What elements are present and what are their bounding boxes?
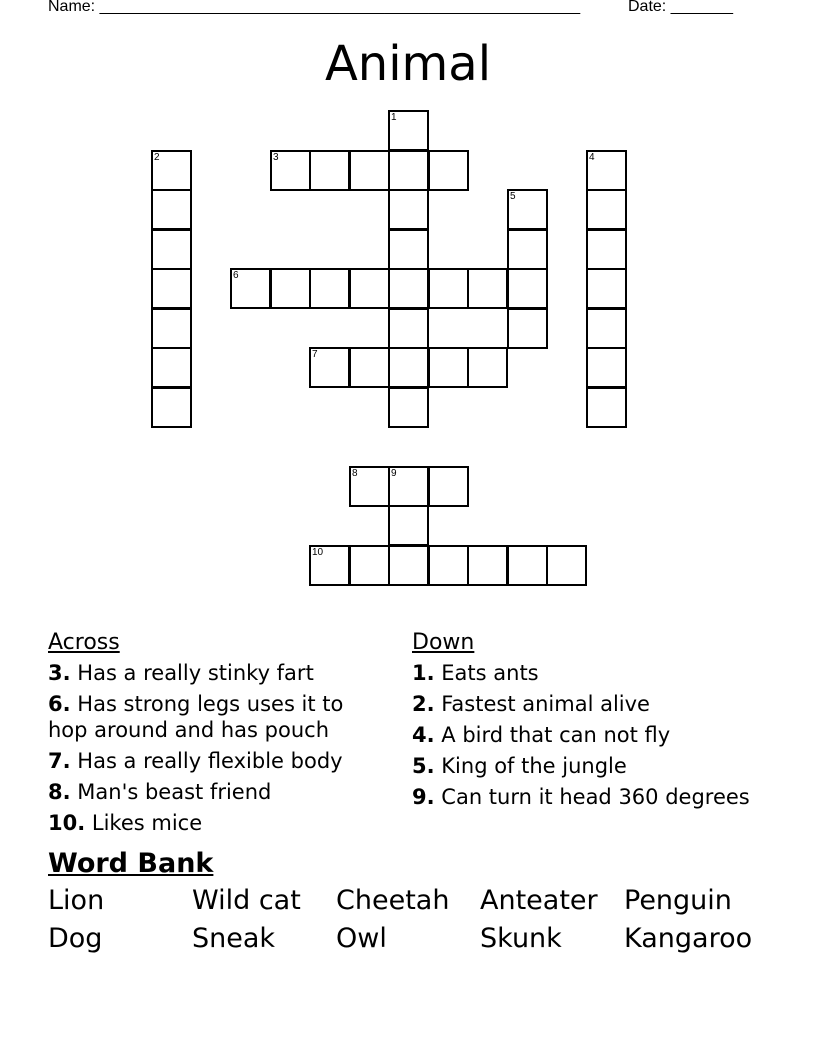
clue-number: 1. — [412, 661, 435, 685]
grid-cell[interactable] — [467, 545, 508, 586]
clue-text: Can turn it head 360 degrees — [441, 785, 750, 809]
grid-cell[interactable] — [270, 150, 311, 191]
word-bank-item: Cheetah — [336, 885, 450, 916]
grid-cell[interactable] — [309, 268, 350, 309]
word-bank-item: Kangaroo — [624, 923, 753, 954]
grid-cell[interactable] — [349, 466, 390, 507]
down-heading: Down — [412, 630, 475, 655]
cell-number: 5 — [510, 191, 516, 202]
across-clue — [48, 779, 388, 805]
grid-cell[interactable] — [388, 110, 429, 151]
across-clue — [48, 691, 388, 743]
grid-cell[interactable] — [586, 387, 627, 428]
grid-cell[interactable] — [349, 268, 390, 309]
grid-cell[interactable] — [428, 466, 469, 507]
grid-cell[interactable] — [428, 545, 469, 586]
clue-number: 10. — [48, 811, 86, 835]
grid-cell[interactable] — [151, 189, 192, 230]
grid-cell[interactable] — [309, 150, 350, 191]
clue-number: 8. — [48, 780, 71, 804]
across-heading: Across — [48, 630, 120, 655]
grid-cell[interactable] — [151, 229, 192, 270]
grid-cell[interactable] — [586, 150, 627, 191]
grid-cell[interactable] — [388, 466, 429, 507]
clue-text: Has a really flexible body — [77, 749, 343, 773]
across-clues — [48, 626, 388, 841]
clue-number: 9. — [412, 785, 435, 809]
grid-cell[interactable] — [546, 545, 587, 586]
down-clues — [412, 626, 752, 815]
page-title: Animal — [324, 36, 492, 92]
cell-number: 3 — [273, 152, 279, 163]
date-field[interactable]: Date: _______ — [628, 0, 733, 15]
grid-cell[interactable] — [230, 268, 271, 309]
grid-cell[interactable] — [507, 308, 548, 349]
word-bank-item: Dog — [48, 923, 103, 954]
word-bank-item: Lion — [48, 885, 105, 916]
grid-cell[interactable] — [151, 268, 192, 309]
down-clue — [412, 691, 752, 717]
grid-cell[interactable] — [507, 268, 548, 309]
grid-cell[interactable] — [507, 189, 548, 230]
cell-number: 2 — [154, 152, 160, 163]
cell-number: 10 — [312, 547, 324, 558]
word-bank — [48, 882, 768, 958]
cell-number: 7 — [312, 349, 318, 360]
grid-cell[interactable] — [388, 229, 429, 270]
clue-number: 3. — [48, 661, 71, 685]
header — [48, 0, 768, 16]
clue-number: 2. — [412, 692, 435, 716]
grid-cell[interactable] — [151, 308, 192, 349]
grid-cell[interactable] — [349, 347, 390, 388]
grid-cell[interactable] — [586, 229, 627, 270]
clue-number: 5. — [412, 754, 435, 778]
grid-cell[interactable] — [151, 347, 192, 388]
clue-text: Fastest animal alive — [441, 692, 650, 716]
across-clue — [48, 660, 388, 686]
across-clue — [48, 748, 388, 774]
down-clue — [412, 784, 752, 810]
clue-text: Likes mice — [91, 811, 203, 835]
word-bank-item: Owl — [336, 923, 387, 954]
word-bank-row — [48, 882, 768, 920]
grid-cell[interactable] — [151, 150, 192, 191]
clue-text: A bird that can not fly — [441, 723, 671, 747]
clue-text: Eats ants — [441, 661, 539, 685]
clue-number: 6. — [48, 692, 71, 716]
grid-cell[interactable] — [586, 308, 627, 349]
grid-cell[interactable] — [586, 347, 627, 388]
cell-number: 8 — [352, 468, 358, 479]
clue-number: 4. — [412, 723, 435, 747]
grid-cell[interactable] — [467, 268, 508, 309]
word-bank-item: Penguin — [624, 885, 732, 916]
grid-cell[interactable] — [151, 387, 192, 428]
grid-cell[interactable] — [349, 150, 390, 191]
down-clue — [412, 660, 752, 686]
grid-cell[interactable] — [349, 545, 390, 586]
word-bank-item: Anteater — [480, 885, 598, 916]
grid-cell[interactable] — [388, 268, 429, 309]
grid-cell[interactable] — [428, 150, 469, 191]
clue-text: Has a really stinky fart — [77, 661, 314, 685]
word-bank-item: Sneak — [192, 923, 276, 954]
cell-number: 1 — [391, 112, 397, 123]
down-clue — [412, 722, 752, 748]
grid-cell[interactable] — [309, 545, 350, 586]
grid-cell[interactable] — [467, 347, 508, 388]
grid-cell[interactable] — [428, 268, 469, 309]
down-clue — [412, 753, 752, 779]
grid-cell[interactable] — [388, 308, 429, 349]
grid-cell[interactable] — [309, 347, 350, 388]
word-bank-item: Skunk — [480, 923, 562, 954]
grid-cell[interactable] — [586, 268, 627, 309]
grid-cell[interactable] — [270, 268, 311, 309]
grid-cell[interactable] — [388, 189, 429, 230]
grid-cell[interactable] — [507, 229, 548, 270]
grid-cell[interactable] — [388, 347, 429, 388]
grid-cell[interactable] — [586, 189, 627, 230]
grid-cell[interactable] — [388, 545, 429, 586]
clue-number: 7. — [48, 749, 71, 773]
grid-cell[interactable] — [388, 150, 429, 191]
cell-number: 6 — [233, 270, 239, 281]
cell-number: 9 — [391, 468, 397, 479]
across-clue — [48, 810, 388, 836]
grid-cell[interactable] — [388, 387, 429, 428]
cell-number: 4 — [589, 152, 595, 163]
grid-cell[interactable] — [388, 505, 429, 546]
word-bank-item: Wild cat — [192, 885, 301, 916]
word-bank-row — [48, 920, 768, 958]
word-bank-title: Word Bank — [48, 848, 214, 879]
clue-text: Has strong legs uses it to hop around and has pouch — [48, 692, 344, 742]
name-field[interactable]: Name: ______________________________________________________ — [48, 0, 581, 15]
clue-text: King of the jungle — [441, 754, 627, 778]
grid-cell[interactable] — [428, 347, 469, 388]
grid-cell[interactable] — [507, 545, 548, 586]
clue-text: Man's beast friend — [77, 780, 272, 804]
